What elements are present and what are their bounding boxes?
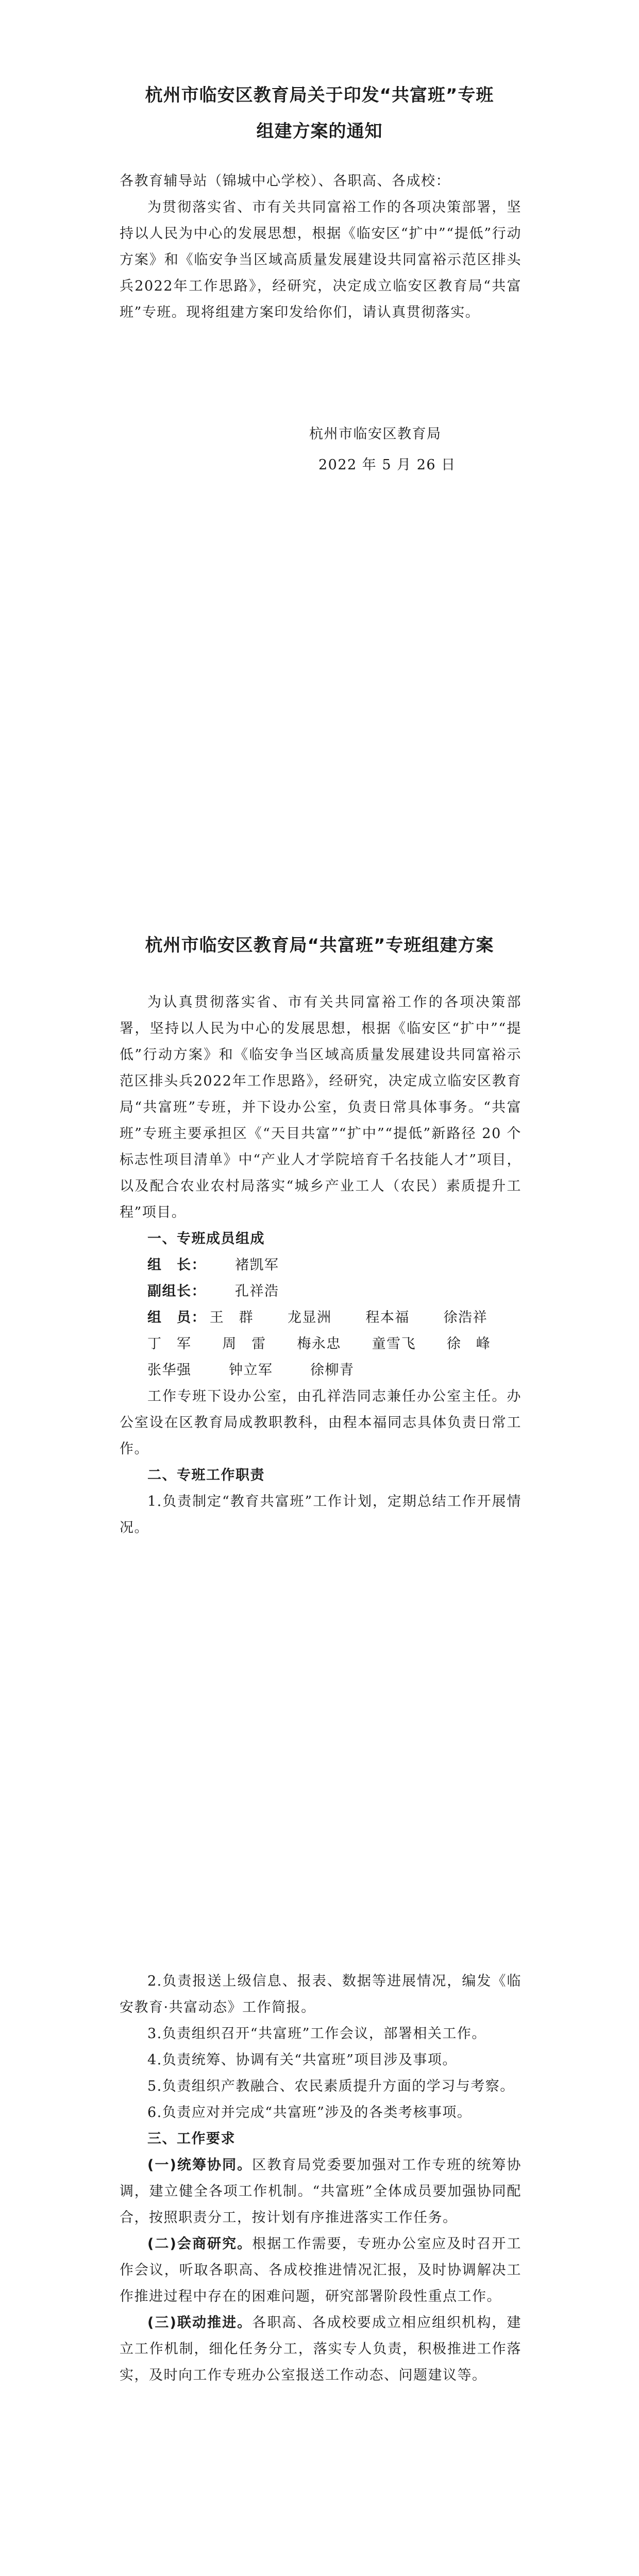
section3-heading: 三、工作要求 (147, 2131, 236, 2147)
member-name: 徐柳青 (310, 1362, 355, 1378)
notice-title-line2: 组建方案的通知 (256, 121, 383, 142)
plan-page (0, 907, 639, 2576)
member-name: 梅永忠 (297, 1336, 341, 1352)
members-row-2 (120, 1331, 522, 1357)
notice-page (0, 0, 639, 876)
member-name: 程本福 (365, 1310, 410, 1326)
notice-date: 2022 年 5 月 26 日 (318, 457, 456, 473)
leader-name: 褚凯军 (235, 1257, 279, 1273)
section2-heading: 二、专班工作职责 (147, 1467, 265, 1483)
member-name: 童雪飞 (372, 1336, 416, 1352)
duty-item: 4.负责统筹、协调有关“共富班”项目涉及事项。 (147, 2052, 457, 2068)
member-name: 丁 军 (147, 1336, 192, 1352)
deputy-name: 孔祥浩 (235, 1283, 279, 1299)
leader-label: 组 长： (147, 1257, 206, 1273)
members-label: 组 员： (147, 1310, 206, 1326)
requirement-3 (120, 2310, 522, 2388)
duty-item: 6.负责应对并完成“共富班”涉及的各类考核事项。 (147, 2105, 472, 2121)
requirement-2 (120, 2231, 522, 2310)
plan-body-part2 (120, 1968, 522, 2388)
plan-intro: 为认真贯彻落实省、市有关共同富裕工作的各项决策部署，坚持以人民为中心的发展思想，根据《临安区“扩中”“提低”行动方案》和《临安争当区域高质量发展建设共同富裕示范区排头兵2022年工作思路》，经研究，决定成立临安区教育局“共富班”专班，并下设办公室，负责日常具体事务。“共富班”专班主要承担区《“天目共富”“扩中”“提低”新路径 20 个标志性项目清单》中“产业人才学院培育千名技能人才”项目，以及配合农业农村局落实“城乡产业工人（农民）素质提升工程”项目。 (120, 994, 522, 1221)
members-row-3 (120, 1357, 522, 1383)
member-name: 王 群 (209, 1310, 254, 1326)
leader-row (120, 1252, 522, 1278)
member-name: 徐 峰 (446, 1336, 491, 1352)
section1-heading: 一、专班成员组成 (147, 1231, 265, 1247)
duty-item: 3.负责组织召开“共富班”工作会议，部署相关工作。 (147, 2026, 486, 2042)
duty-item: 2.负责报送上级信息、报表、数据等进展情况，编发《临安教育·共富动态》工作简报。 (120, 1973, 522, 2015)
deputy-label: 副组长： (147, 1283, 206, 1299)
member-name: 周 雷 (222, 1336, 266, 1352)
notice-body (120, 168, 522, 326)
duty-item: 5.负责组织产教融合、农民素质提升方面的学习与考察。 (147, 2078, 515, 2094)
notice-title-line1: 杭州市临安区教育局关于印发“共富班”专班 (145, 85, 494, 106)
office-paragraph: 工作专班下设办公室，由孔祥浩同志兼任办公室主任。办公室设在区教育局成教职教科，由程本福同志具体负责日常工作。 (120, 1388, 522, 1457)
deputy-row (120, 1278, 522, 1304)
member-name: 钟立军 (229, 1362, 273, 1378)
members-row-1 (120, 1304, 522, 1331)
plan-body-part1 (120, 989, 522, 1541)
member-name: 张华强 (147, 1362, 192, 1378)
member-name: 徐浩祥 (443, 1310, 488, 1326)
notice-title (0, 77, 639, 149)
duty-item: 1.负责制定“教育共富班”工作计划，定期总结工作开展情况。 (120, 1494, 522, 1536)
member-name: 龙显洲 (288, 1310, 332, 1326)
requirement-1-text: 区教育局党委要加强对工作专班的统筹协调，建立健全各项工作机制。“共富班”全体成员要加强协同配合，按照职责分工，按计划有序推进落实工作任务。 (120, 2157, 522, 2226)
requirement-3-lead: (三)联动推进。 (147, 2315, 253, 2331)
requirement-2-lead: (二)会商研究。 (147, 2236, 253, 2252)
requirement-1 (120, 2152, 522, 2231)
requirement-1-lead: (一)统筹协同。 (147, 2157, 253, 2173)
notice-paragraph: 为贯彻落实省、市有关共同富裕工作的各项决策部署，坚持以人民为中心的发展思想，根据《临安区“扩中”“提低”行动方案》和《临安争当区域高质量发展建设共同富裕示范区排头兵2022年工作思路》，经研究，决定成立临安区教育局“共富班”专班。现将组建方案印发给你们，请认真贯彻落实。 (120, 199, 522, 320)
plan-title: 杭州市临安区教育局“共富班”专班组建方案 (145, 935, 494, 956)
notice-recipients: 各教育辅导站（锦城中心学校）、各职高、各成校： (120, 173, 450, 189)
requirement-3-text: 各职高、各成校要成立相应组织机构，建立工作机制，细化任务分工，落实专人负责，积极推进工作落实，及时向工作专班办公室报送工作动态、问题建议等。 (120, 2315, 522, 2383)
notice-signer: 杭州市临安区教育局 (309, 426, 442, 442)
requirement-2-text: 根据工作需要，专班办公室应及时召开工作会议，听取各职高、各成校推进情况汇报，及时协调解决工作推进过程中存在的困难问题，研究部署阶段性重点工作。 (120, 2236, 522, 2304)
